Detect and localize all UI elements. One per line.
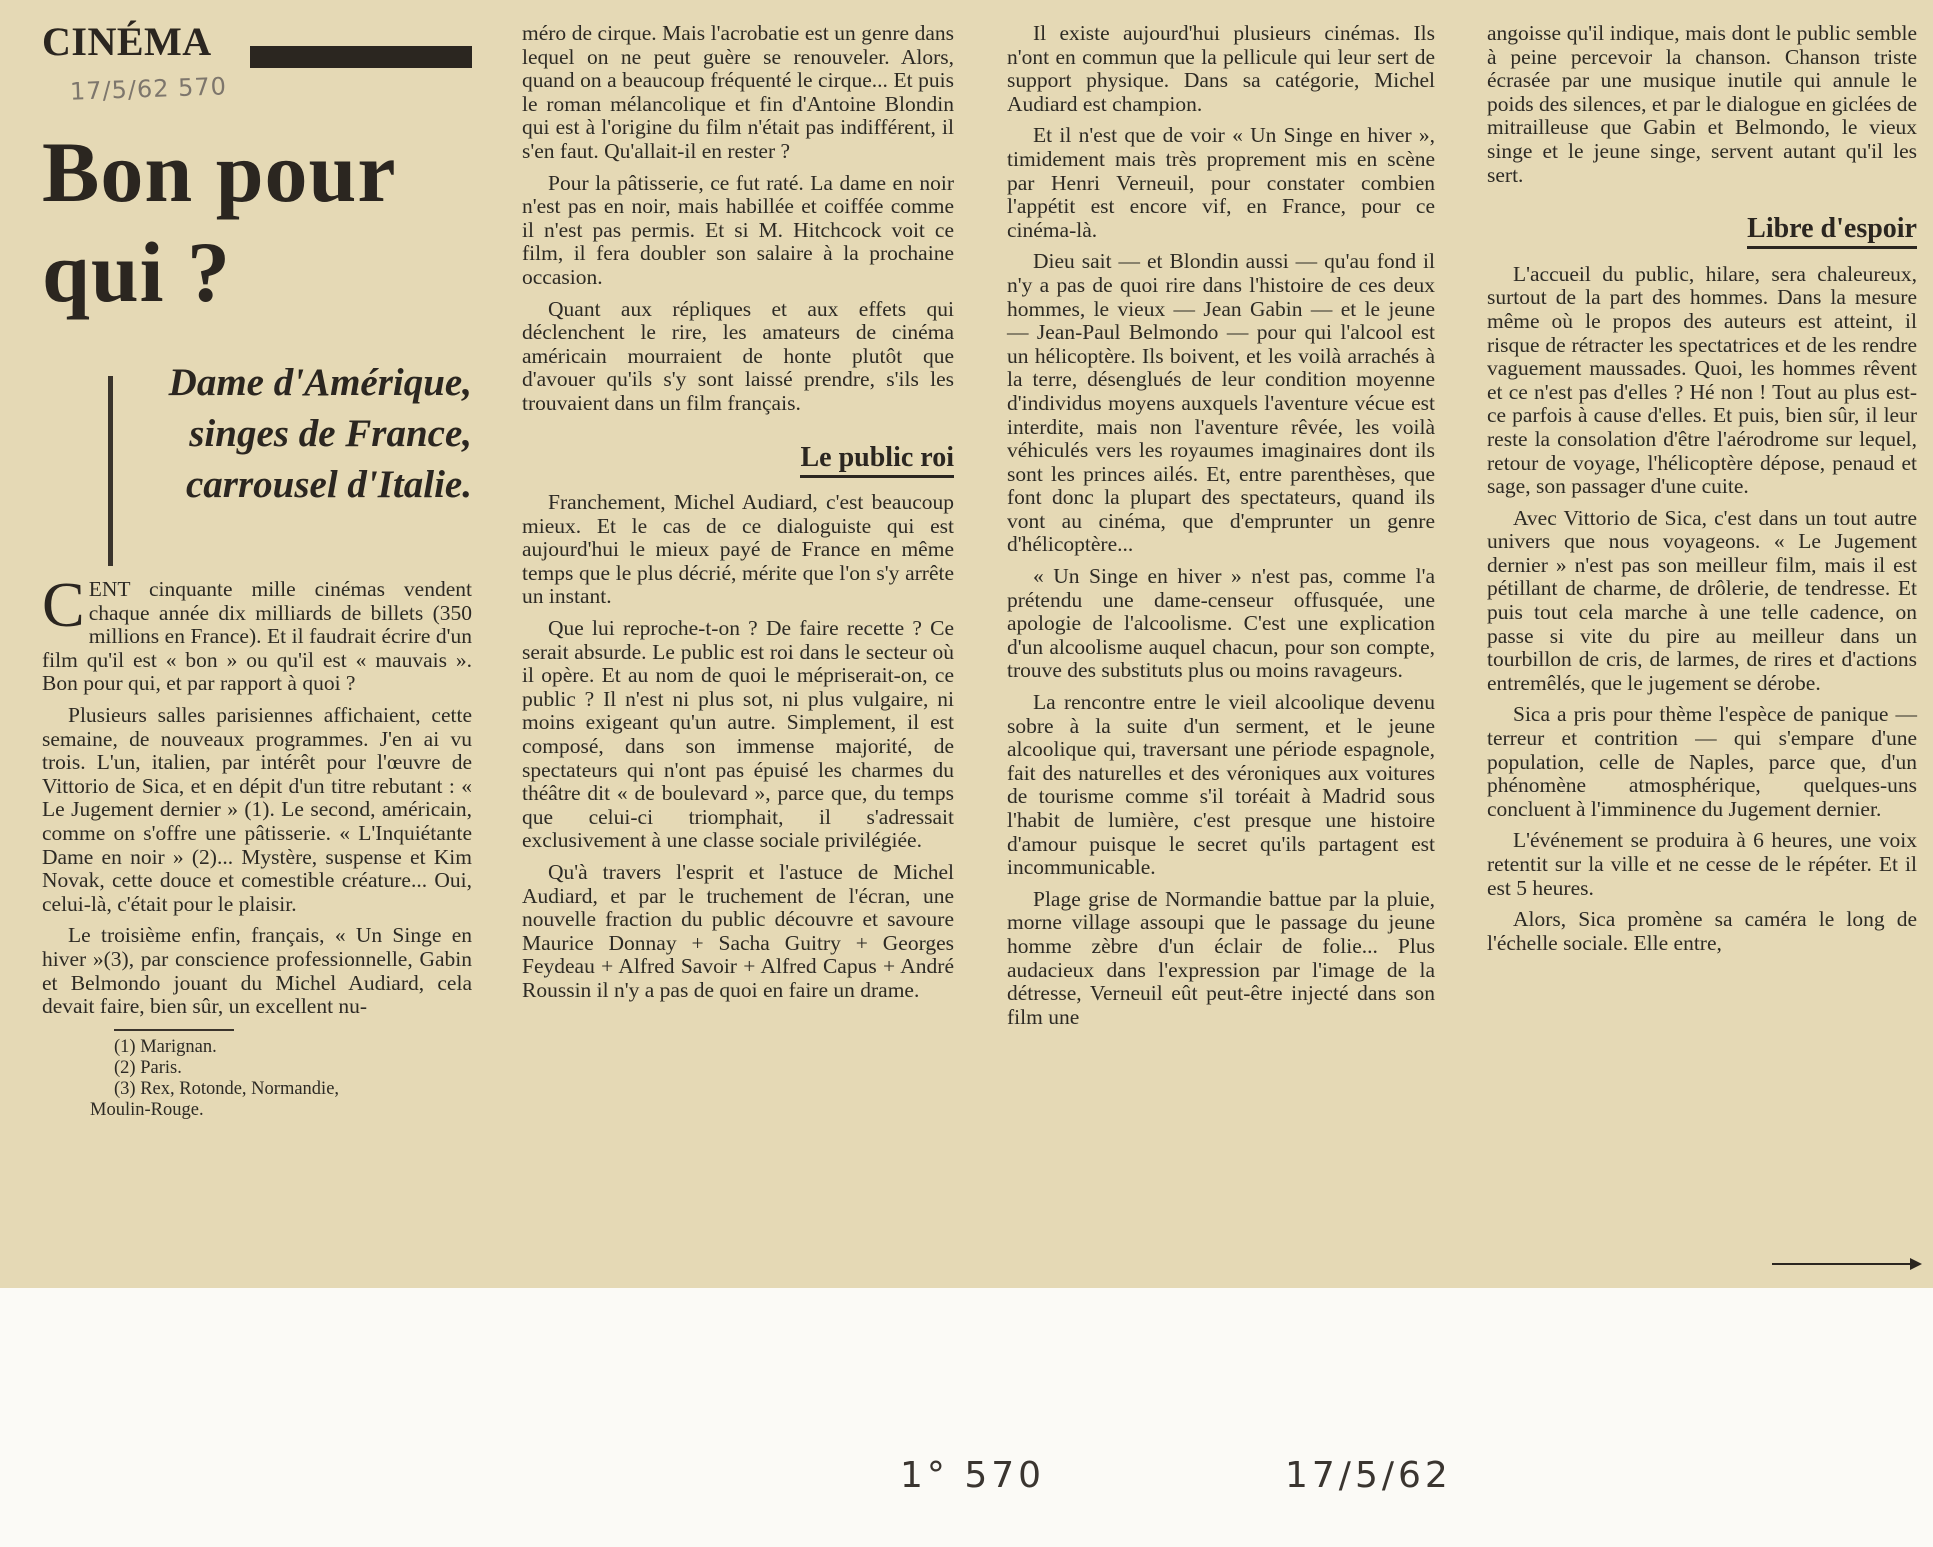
pencil-annotation-bottom-right: 17/5/62 — [1285, 1455, 1452, 1496]
intertitle-text: Le public roi — [800, 442, 954, 478]
rubric-header — [42, 19, 472, 78]
paragraph: Sica a pris pour thème l'espèce de panique — terreur et contrition — qui s'empare d'une population, celle de Naples, parce que, d'un phénomène atmosphérique, quelques-uns concluent à l'imminence du Jugement dernier. — [1487, 702, 1917, 821]
paragraph: Et il n'est que de voir « Un Singe en hiver », timidement mais très proprement mis en scène par Henri Verneuil, pour constater combien l'appétit est encore vif, en France, pour ce cinéma-là. — [1007, 123, 1435, 242]
paragraph: Dieu sait — et Blondin aussi — qu'au fond il n'y a pas de quoi rire dans l'histoire de ces deux hommes, le vieux — Jean Gabin — et le jeune — Jean-Paul Belmondo — pour qui l'alcool est un hélicoptère. Ils boivent, et les voilà arrachés à la terre, désenglués de leur condition moyenne d'individus moyens auxquels l'aventure vécue est interdite, mais non l'aventure rêvée, les voilà véhiculés vers les royaumes imaginaires dont ils sont les princes ailés. Et, entre parenthèses, que font donc la plupart des spectateurs, quand ils vont au cinéma, que d'emprunter un genre d'hélicoptère... — [1007, 249, 1435, 557]
paragraph: Qu'à travers l'esprit et l'astuce de Michel Audiard, et par le truchement de l'écran, une nouvelle fraction du public découvre et savoure Maurice Donnay + Sacha Guitry + Georges Feydeau + Alfred Savoir + Alfred Capus + André Roussin il n'y a pas de quoi en faire un drame. — [522, 860, 954, 1002]
intertitle — [522, 441, 954, 473]
paragraph: Il existe aujourd'hui plusieurs cinémas. Ils n'ont en commun que la pellicule qui leur sert de support physique. Dans sa catégorie, Michel Audiard est champion. — [1007, 21, 1435, 116]
paragraph: Plage grise de Normandie battue par la pluie, morne village assoupi que le passage du jeune homme zèbre d'un éclair de folie... Plus audacieux dans l'expression par l'image de la détresse, Verneuil eût peut-être injecté dans son film une — [1007, 886, 1435, 1029]
footnote: (2) Paris. — [114, 1057, 182, 1078]
paragraph: Alors, Sica promène sa caméra le long de l'échelle sociale. Elle entre, — [1487, 907, 1917, 955]
footnote-rule — [114, 1029, 234, 1031]
footnote: (3) Rex, Rotonde, Normandie, — [114, 1078, 340, 1099]
paragraph: Plusieurs salles parisiennes affichaient, cette semaine, de nouveaux programmes. J'en ai vu trois. L'un, italien, par intérêt pour l'œuvre de Vittorio de Sica, et en dépit d'un titre rebutant : « Le Jugement dernier » (1). Le second, américain, comme on s'offre une pâtisserie. « L'Inquiétante Dame en noir » (2)... Mystère, suspense et Kim Novak, cette douce et comestible créature... Oui, celui-là, c'était pour le plaisir. — [42, 702, 472, 916]
intertitle-text: Libre d'espoir — [1747, 213, 1917, 249]
paragraph: angoisse qu'il indique, mais dont le public semble à peine percevoir la chanson. Chanson triste écrasée par une musique inutile qui annule le poids des silences, et par le dialogue en giclées de mitrailleuse que Gabin et Belmondo, le vieux singe et le jeune singe, servent autant qu'il les sert. — [1487, 21, 1917, 187]
footnote-continued: Moulin-Rouge. — [90, 1099, 204, 1120]
headline-line-2: qui ? — [42, 224, 232, 320]
paragraph: méro de cirque. Mais l'acrobatie est un genre dans lequel on ne peut guère se renouveler. Alors, quand on a beaucoup fréquenté le cirque... Et puis le roman mélancolique et fin d'Antoine Blondin qui est à l'origine du film n'était pas indifférent, il s'en faut. Qu'allait-il en rester ? — [522, 21, 954, 163]
paragraph: La rencontre entre le vieil alcoolique devenu sobre à la suite d'un serment, et le jeune alcoolique qui, traversant une période espagnole, fait des naturelles et des véroniques aux voitures de tourisme comme s'il toréait à Madrid sous l'habit de lumière, c'est presque une histoire d'amour puisque le secret qu'ils partagent est incommunicable. — [1007, 690, 1435, 880]
headline-line-1: Bon pour — [42, 124, 397, 220]
paragraph: Franchement, Michel Audiard, c'est beaucoup mieux. Et le cas de ce dialoguiste qui est aujourd'hui le mieux payé de France en même temps que le plus décrié, mérite que l'on s'y arrête un instant. — [522, 490, 954, 609]
paragraph: Que lui reproche-t-on ? De faire recette ? Ce serait absurde. Le public est roi dans le secteur où il opère. Et au nom de quoi le mépriserait-on, ce public ? Il n'est ni plus sot, ni plus vulgaire, ni moins exigeant qu'un autre. Simplement, il est composé, dans son immense majorité, de spectateurs qui n'ont pas épuisé les charmes du théâtre dit « de boulevard », parce que, du temps que celui-ci triomphait, il s'adressait exclusivement à une classe sociale privilégiée. — [522, 616, 954, 853]
paragraph: L'accueil du public, hilare, sera chaleureux, surtout de la part des hommes. Dans la mesure même où le propos des auteurs est atteint, il risque de rétracter les spectatrices et de les rendre vaguement maussades. Quoi, les hommes rêvent et ce n'est pas d'elles ? Hé non ! Tout au plus est-ce parfois à cause d'elles. Et puis, bien sûr, il leur reste la consolation d'être l'aérodrome sur lequel, retour de voyage, l'hélicoptère dépose, penaud et sage, son passager d'une cuite. — [1487, 261, 1917, 499]
paragraph: Avec Vittorio de Sica, c'est dans un tout autre univers que nous voyageons. « Le Jugement dernier » n'est pas son meilleur film, mais il est pétillant de charme, de drôlerie, de tendresse. Et puis tout cela marche à une telle cadence, on passe si vite du pire au meilleur dans un tourbillon de cris, de larmes, de rires et d'actions entremêlés, que le jugement se dérobe. — [1487, 505, 1917, 695]
rubric-bar — [250, 46, 472, 68]
paragraph: Le troisième enfin, français, « Un Singe en hiver »(3), par conscience professionnelle, Gabin et Belmondo jouant du Michel Audiard, cela devait faire, bien sûr, un excellent nu- — [42, 923, 472, 1019]
paragraph: L'événement se produira à 6 heures, une voix retentit sur la ville et ne cesse de le répéter. Et il est 5 heures. — [1487, 828, 1917, 900]
headline — [42, 122, 397, 322]
paragraph: Quant aux répliques et aux effets qui déclenchent le rire, les amateurs de cinéma américain mourraient de honte plutôt que d'avouer qu'ils s'y sont laissé prendre, s'ils les trouvaient dans un film français. — [522, 296, 954, 415]
pencil-annotation-bottom-left: 1° 570 — [900, 1455, 1046, 1496]
intertitle — [1487, 213, 1917, 245]
paragraph-text: ENT cinquante mille cinémas vendent chaque année dix milliards de billets (350 millions en France). Et il faudrait écrire d'un film qu'il est « bon » ou qu'il est « mauvais ». Bon pour qui, et par rapport à quoi ? — [42, 577, 472, 696]
footnote: (1) Marignan. — [114, 1036, 217, 1057]
column-3 — [1007, 22, 1435, 1037]
paragraph — [42, 569, 472, 696]
footnotes — [42, 1037, 472, 1121]
column-4 — [1487, 22, 1917, 963]
column-1-body — [42, 569, 472, 1121]
pencil-annotation-top: 17/5/62 570 — [69, 72, 228, 106]
column-2 — [522, 22, 954, 1011]
subheadline: Dame d'Amérique, singes de France, carrousel d'Italie. — [168, 361, 472, 506]
column-1 — [42, 19, 472, 1272]
drop-cap: C — [42, 569, 85, 640]
paragraph: « Un Singe en hiver » n'est pas, comme l'a prétendu une dame-censeur offusquée, une apologie de l'alcoolisme. C'est une explication d'un alcoolisme auquel chacun, pour son compte, trouve des substituts plus ou moins ravageurs. — [1007, 564, 1435, 683]
continuation-arrow-icon — [1772, 1254, 1922, 1274]
paragraph: Pour la pâtisserie, ce fut raté. La dame en noir n'est pas en noir, mais habillée et coiffée comme il n'est pas permis. Et si M. Hitchcock voit ce film, il fera doubler son salaire à la prochaine occasion. — [522, 170, 954, 289]
rubric-title: CINÉMA — [42, 19, 212, 64]
